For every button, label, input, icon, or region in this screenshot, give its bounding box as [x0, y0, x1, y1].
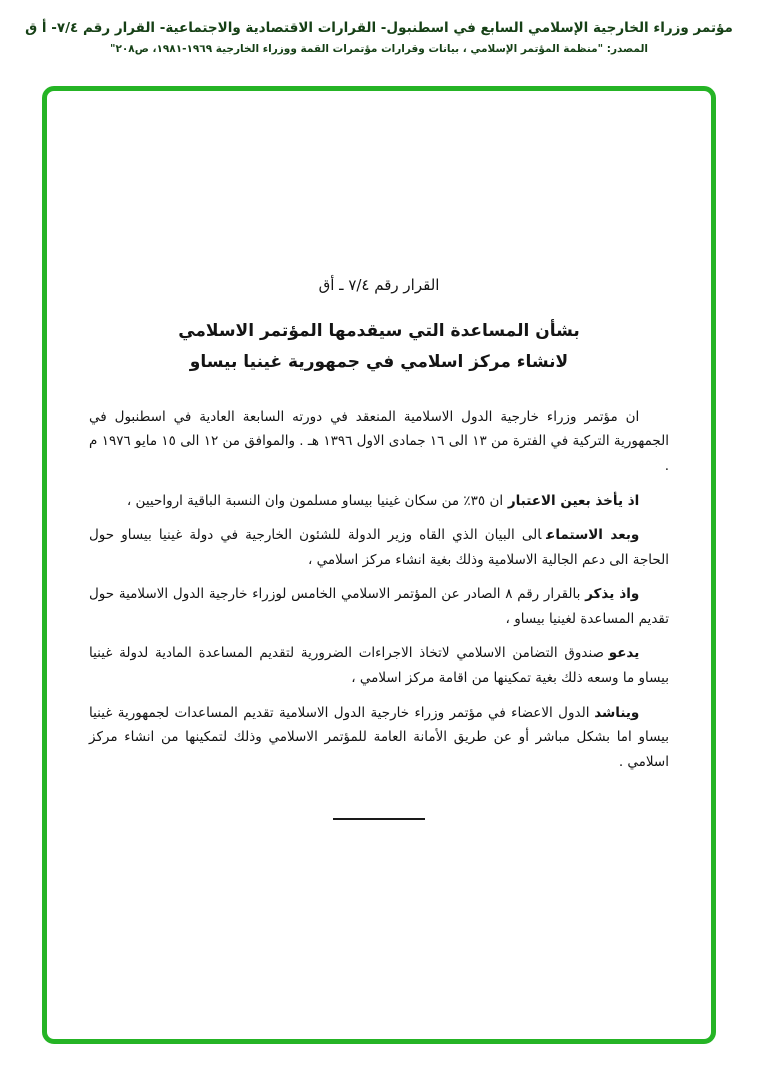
paragraph	[89, 582, 669, 631]
paragraph-text: الى البيان الذي القاه وزير الدولة للشئون الخارجية في دولة غينيا بيساو حول الحاجة الى دعم الجالية الاسلامية وذلك بغية انشاء مركز اسلامي ،	[89, 527, 669, 568]
paragraph	[89, 523, 669, 572]
paragraph-text: ان مؤتمر وزراء خارجية الدول الاسلامية المنعقد في دورته السابعة العادية في اسطنبول في الجمهورية التركية في الفترة من ١٣ الى ١٦ جمادى الاول ١٣٩٦ هـ . والموافق من ١٢ الى ١٥ مايو ١٩٧٦ م .	[89, 408, 670, 474]
paragraph-text: الدول الاعضاء في مؤتمر وزراء خارجية الدول الاسلامية تقديم المساعدات لجمهورية غينيا بيساو اما بشكل مباشر أو عن طريق الأمانة العامة للمؤتمر الاسلامي وذلك لتمكينها من انشاء مركز اسلامي .	[89, 704, 669, 770]
paragraph-text: صندوق التضامن الاسلامي لاتخاذ الاجراءات الضرورية لتقديم المساعدة المادية لدولة غينيا بيساو ما وسعه ذلك بغية تمكينها من اقامة مركز اسلامي ،	[89, 645, 669, 686]
resolution-number: القرار رقم ٧/٤ ـ أق	[318, 276, 440, 294]
paragraph-text: ان ٣٥٪ من سكان غينيا بيساو مسلمون وان النسبة الباقية ارواحيين ،	[126, 492, 504, 509]
paragraph	[89, 641, 669, 690]
paragraph	[89, 489, 669, 514]
paragraph	[89, 405, 669, 479]
resolution-title-line-2: لانشاء مركز اسلامي في جمهورية غينيا بيساو	[189, 352, 569, 373]
document-frame	[42, 86, 716, 1044]
document-content	[47, 91, 711, 820]
paragraph-text: بالقرار رقم ٨ الصادر عن المؤتمر الاسلامي الخامس لوزراء خارجية الدول الاسلامية حول تقديم المساعدة لغينيا بيساو ،	[89, 586, 669, 627]
paragraph-lead: واذ يذكر	[585, 586, 640, 603]
paragraph-lead: اذ يأخذ بعين الاعتبار	[507, 492, 640, 509]
paragraph	[89, 701, 669, 775]
paragraph-lead: ويناشد	[594, 704, 640, 721]
paragraph-lead: يدعو	[608, 645, 640, 662]
resolution-body	[89, 405, 669, 774]
resolution-title	[89, 316, 669, 379]
resolution-title-line-1: بشأن المساعدة التي سيقدمها المؤتمر الاسلامي	[178, 321, 580, 341]
end-divider	[333, 818, 425, 820]
source-citation: المصدر: "منظمة المؤتمر الإسلامي ، بيانات وقرارات مؤتمرات القمة ووزراء الخارجية ١٩٦٩-١٩٨١، ص٢٠٨"	[109, 43, 648, 55]
page-header	[0, 0, 758, 55]
source-title: مؤتمر وزراء الخارجية الإسلامي السابع في اسطنبول- القرارات الاقتصادية والاجتماعية- القرار رقم ٧/٤- أ ق	[25, 20, 733, 36]
paragraph-lead: وبعد الاستماع	[546, 527, 640, 544]
